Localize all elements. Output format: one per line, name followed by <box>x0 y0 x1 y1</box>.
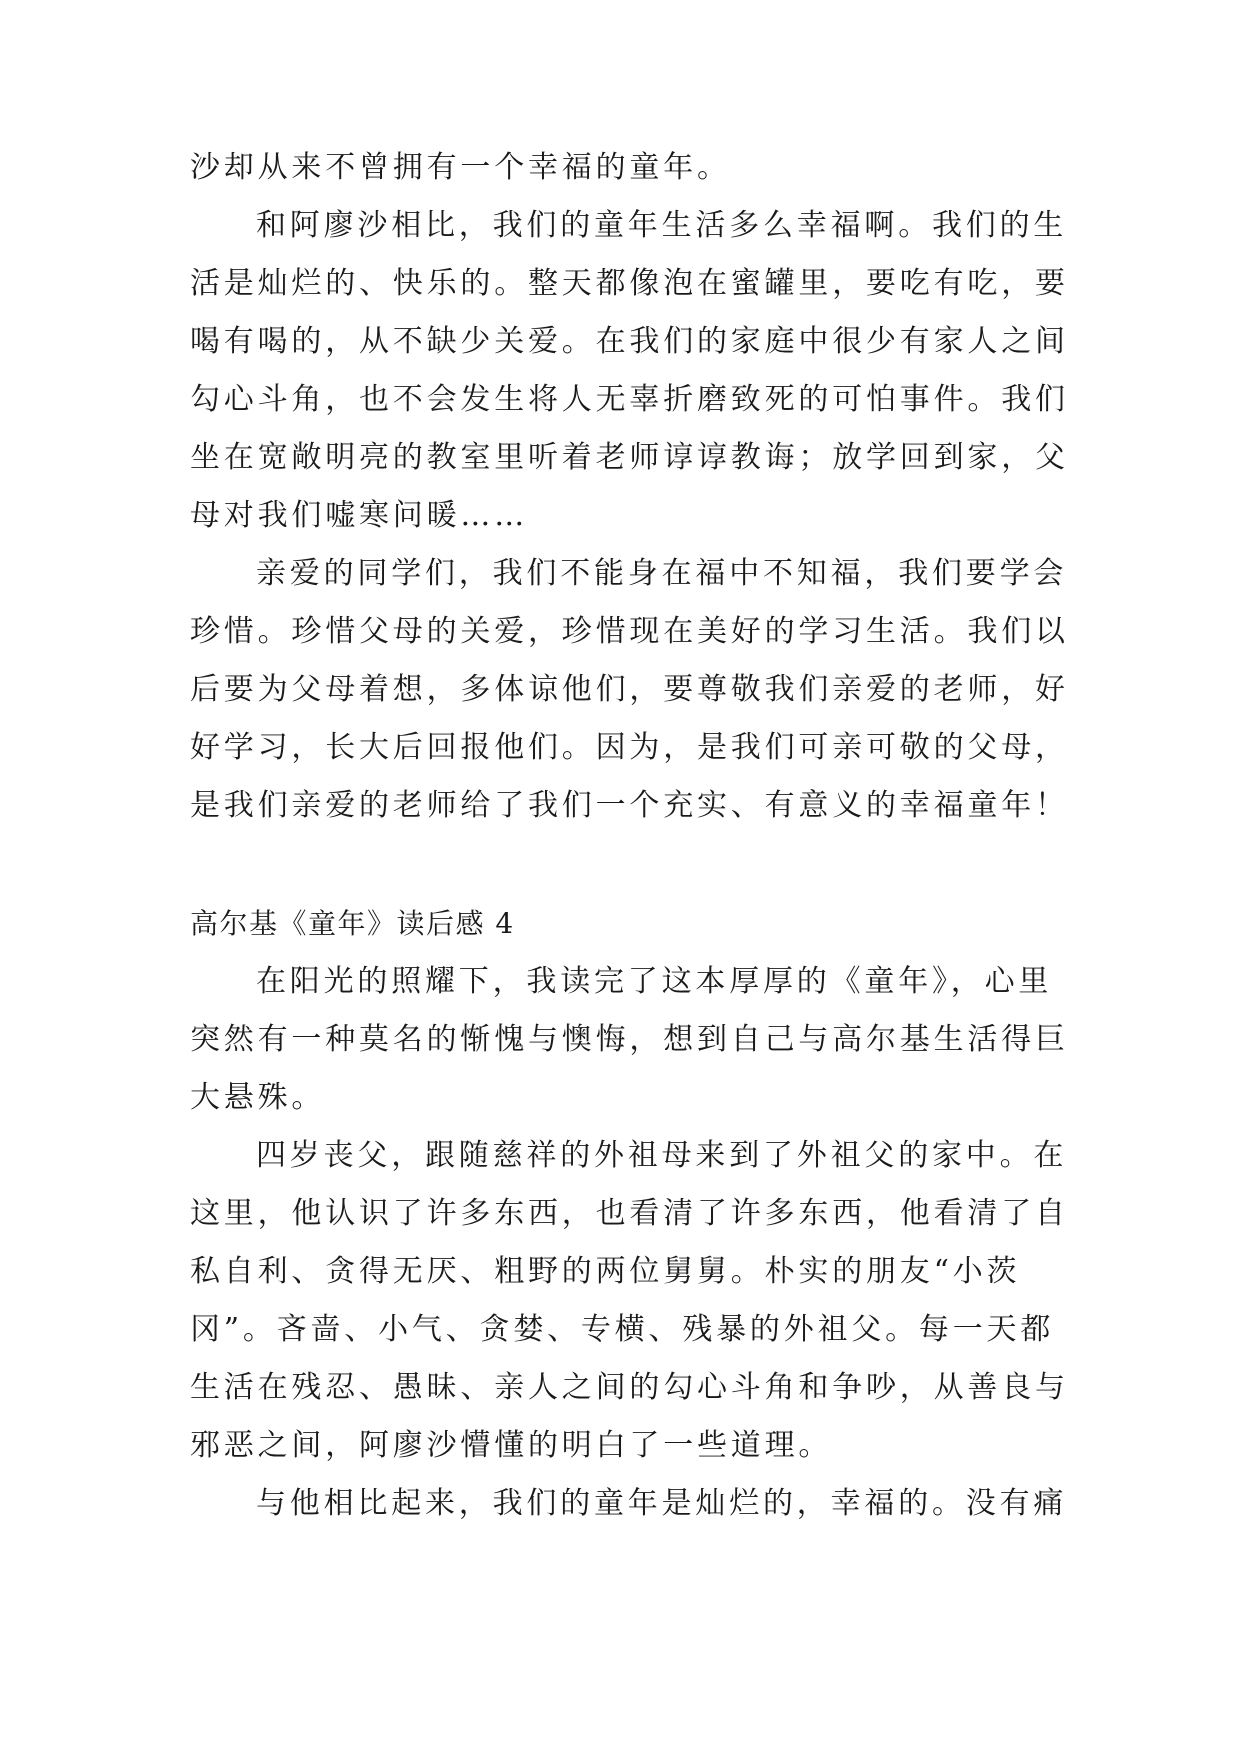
paragraph-first-line: 亲爱的同学们，我们不能身在福中不知福，我们要学会 <box>256 556 1068 591</box>
text-line: 坐在宽敞明亮的教室里听着老师谆谆教诲；放学回到家，父 <box>190 440 1069 475</box>
text-line: 私自利、贪得无厌、粗野的两位舅舅。朴实的朋友“小茨 <box>190 1254 1021 1289</box>
section-heading: 高尔基《童年》读后感 4 <box>190 907 515 940</box>
text-line: 沙却从来不曾拥有一个幸福的童年。 <box>190 150 731 185</box>
paragraph-first-line: 与他相比起来，我们的童年是灿烂的，幸福的。没有痛 <box>256 1486 1068 1521</box>
paragraph-first-line: 在阳光的照耀下，我读完了这本厚厚的《童年》，心里 <box>256 964 1053 999</box>
text-line: 活是灿烂的、快乐的。整天都像泡在蜜罐里，要吃有吃，要 <box>190 266 1069 301</box>
text-line: 勾心斗角，也不会发生将人无辜折磨致死的可怕事件。我们 <box>190 382 1069 417</box>
text-line: 后要为父母着想，多体谅他们，要尊敬我们亲爱的老师，好 <box>190 672 1069 707</box>
text-line: 喝有喝的，从不缺少关爱。在我们的家庭中很少有家人之间 <box>190 324 1069 359</box>
text-line: 珍惜。珍惜父母的关爱，珍惜现在美好的学习生活。我们以 <box>190 614 1069 649</box>
paragraph-first-line: 四岁丧父，跟随慈祥的外祖母来到了外祖父的家中。在 <box>256 1138 1068 1173</box>
text-line: 大悬殊。 <box>190 1080 326 1115</box>
text-line: 突然有一种莫名的惭愧与懊悔，想到自己与高尔基生活得巨 <box>190 1022 1069 1057</box>
text-line: 是我们亲爱的老师给了我们一个充实、有意义的幸福童年！ <box>190 788 1069 823</box>
text-line: 这里，他认识了许多东西，也看清了许多东西，他看清了自 <box>190 1196 1069 1231</box>
paragraph-first-line: 和阿廖沙相比，我们的童年生活多么幸福啊。我们的生 <box>256 208 1068 243</box>
text-line: 好学习，长大后回报他们。因为，是我们可亲可敬的父母， <box>190 730 1069 765</box>
text-line: 生活在残忍、愚昧、亲人之间的勾心斗角和争吵，从善良与 <box>190 1370 1069 1405</box>
text-line: 母对我们嘘寒问暖…… <box>190 498 528 533</box>
text-line: 冈”。吝啬、小气、贪婪、专横、残暴的外祖父。每一天都 <box>190 1312 1055 1347</box>
text-line: 邪恶之间，阿廖沙懵懂的明白了一些道理。 <box>190 1428 833 1463</box>
